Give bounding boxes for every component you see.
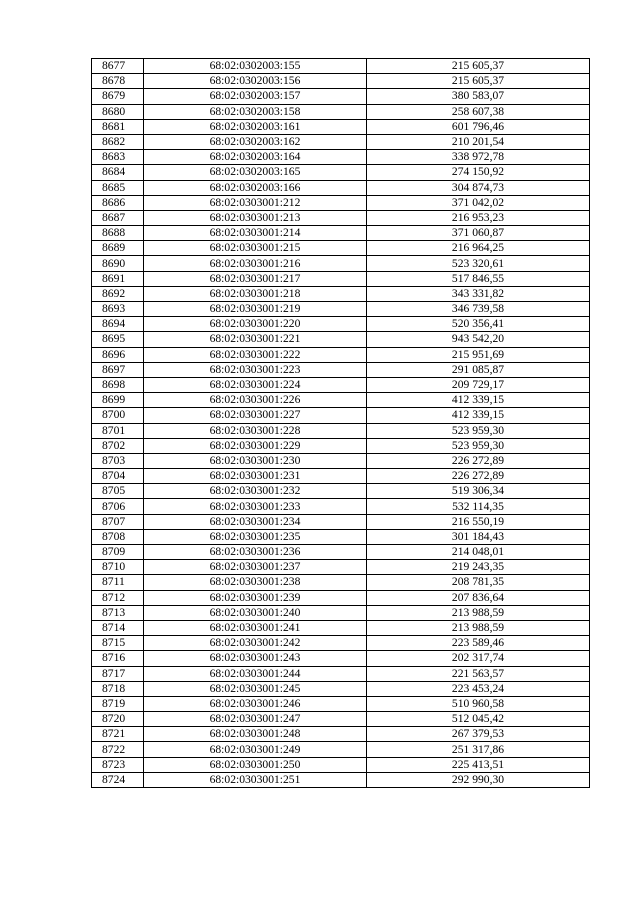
table-row bbox=[92, 362, 590, 377]
row-number-cell: 8681 bbox=[92, 119, 144, 134]
row-number-cell: 8722 bbox=[92, 742, 144, 757]
value-cell: 219 243,35 bbox=[367, 560, 590, 575]
row-number-cell: 8709 bbox=[92, 545, 144, 560]
row-number-cell: 8724 bbox=[92, 772, 144, 787]
table-row bbox=[92, 119, 590, 134]
cadastral-number-cell: 68:02:0303001:222 bbox=[144, 347, 367, 362]
cadastral-number-cell: 68:02:0303001:239 bbox=[144, 590, 367, 605]
table-row bbox=[92, 590, 590, 605]
cadastral-number-cell: 68:02:0303001:236 bbox=[144, 545, 367, 560]
row-number-cell: 8683 bbox=[92, 150, 144, 165]
cadastral-number-cell: 68:02:0303001:245 bbox=[144, 681, 367, 696]
table-row bbox=[92, 620, 590, 635]
row-number-cell: 8684 bbox=[92, 165, 144, 180]
cadastral-number-cell: 68:02:0303001:244 bbox=[144, 666, 367, 681]
cadastral-number-cell: 68:02:0303001:249 bbox=[144, 742, 367, 757]
cadastral-number-cell: 68:02:0302003:162 bbox=[144, 134, 367, 149]
cadastral-number-cell: 68:02:0303001:212 bbox=[144, 195, 367, 210]
cadastral-number-cell: 68:02:0303001:224 bbox=[144, 377, 367, 392]
cadastral-number-cell: 68:02:0303001:248 bbox=[144, 727, 367, 742]
row-number-cell: 8712 bbox=[92, 590, 144, 605]
table-row bbox=[92, 195, 590, 210]
value-cell: 338 972,78 bbox=[367, 150, 590, 165]
table-row bbox=[92, 651, 590, 666]
table-row bbox=[92, 256, 590, 271]
table-row bbox=[92, 59, 590, 74]
table-row bbox=[92, 545, 590, 560]
table-row bbox=[92, 89, 590, 104]
cadastral-number-cell: 68:02:0303001:237 bbox=[144, 560, 367, 575]
cadastral-number-cell: 68:02:0302003:155 bbox=[144, 59, 367, 74]
table-row bbox=[92, 165, 590, 180]
row-number-cell: 8719 bbox=[92, 696, 144, 711]
table-row bbox=[92, 666, 590, 681]
table-row bbox=[92, 286, 590, 301]
value-cell: 223 589,46 bbox=[367, 636, 590, 651]
row-number-cell: 8695 bbox=[92, 332, 144, 347]
row-number-cell: 8708 bbox=[92, 529, 144, 544]
cadastral-number-cell: 68:02:0303001:243 bbox=[144, 651, 367, 666]
value-cell: 380 583,07 bbox=[367, 89, 590, 104]
cadastral-number-cell: 68:02:0302003:156 bbox=[144, 74, 367, 89]
value-cell: 371 060,87 bbox=[367, 226, 590, 241]
table-row bbox=[92, 757, 590, 772]
value-cell: 510 960,58 bbox=[367, 696, 590, 711]
value-cell: 226 272,89 bbox=[367, 453, 590, 468]
value-cell: 412 339,15 bbox=[367, 393, 590, 408]
value-cell: 214 048,01 bbox=[367, 545, 590, 560]
cadastral-number-cell: 68:02:0303001:227 bbox=[144, 408, 367, 423]
row-number-cell: 8701 bbox=[92, 423, 144, 438]
row-number-cell: 8721 bbox=[92, 727, 144, 742]
row-number-cell: 8711 bbox=[92, 575, 144, 590]
table-row bbox=[92, 423, 590, 438]
cadastral-number-cell: 68:02:0303001:220 bbox=[144, 317, 367, 332]
value-cell: 532 114,35 bbox=[367, 499, 590, 514]
table-row bbox=[92, 514, 590, 529]
row-number-cell: 8685 bbox=[92, 180, 144, 195]
cadastral-number-cell: 68:02:0303001:215 bbox=[144, 241, 367, 256]
cadastral-number-cell: 68:02:0303001:251 bbox=[144, 772, 367, 787]
value-cell: 216 964,25 bbox=[367, 241, 590, 256]
value-cell: 213 988,59 bbox=[367, 605, 590, 620]
value-cell: 215 951,69 bbox=[367, 347, 590, 362]
value-cell: 519 306,34 bbox=[367, 484, 590, 499]
cadastral-number-cell: 68:02:0302003:166 bbox=[144, 180, 367, 195]
value-cell: 943 542,20 bbox=[367, 332, 590, 347]
cadastral-number-cell: 68:02:0303001:217 bbox=[144, 271, 367, 286]
cadastral-number-cell: 68:02:0302003:161 bbox=[144, 119, 367, 134]
row-number-cell: 8694 bbox=[92, 317, 144, 332]
table-row bbox=[92, 438, 590, 453]
table-row bbox=[92, 332, 590, 347]
value-cell: 209 729,17 bbox=[367, 377, 590, 392]
cadastral-number-cell: 68:02:0303001:238 bbox=[144, 575, 367, 590]
cadastral-number-cell: 68:02:0303001:226 bbox=[144, 393, 367, 408]
row-number-cell: 8723 bbox=[92, 757, 144, 772]
value-cell: 517 846,55 bbox=[367, 271, 590, 286]
value-cell: 267 379,53 bbox=[367, 727, 590, 742]
row-number-cell: 8689 bbox=[92, 241, 144, 256]
value-cell: 346 739,58 bbox=[367, 302, 590, 317]
value-cell: 523 959,30 bbox=[367, 438, 590, 453]
row-number-cell: 8707 bbox=[92, 514, 144, 529]
cadastral-value-table bbox=[91, 58, 590, 788]
value-cell: 304 874,73 bbox=[367, 180, 590, 195]
value-cell: 207 836,64 bbox=[367, 590, 590, 605]
row-number-cell: 8717 bbox=[92, 666, 144, 681]
value-cell: 301 184,43 bbox=[367, 529, 590, 544]
cadastral-number-cell: 68:02:0302003:164 bbox=[144, 150, 367, 165]
cadastral-number-cell: 68:02:0303001:231 bbox=[144, 469, 367, 484]
cadastral-number-cell: 68:02:0303001:218 bbox=[144, 286, 367, 301]
value-cell: 343 331,82 bbox=[367, 286, 590, 301]
table-row bbox=[92, 302, 590, 317]
table-row bbox=[92, 393, 590, 408]
row-number-cell: 8716 bbox=[92, 651, 144, 666]
value-cell: 512 045,42 bbox=[367, 712, 590, 727]
table-row bbox=[92, 529, 590, 544]
table-row bbox=[92, 150, 590, 165]
row-number-cell: 8682 bbox=[92, 134, 144, 149]
row-number-cell: 8714 bbox=[92, 620, 144, 635]
table-row bbox=[92, 636, 590, 651]
cadastral-number-cell: 68:02:0302003:157 bbox=[144, 89, 367, 104]
cadastral-number-cell: 68:02:0303001:246 bbox=[144, 696, 367, 711]
value-cell: 215 605,37 bbox=[367, 74, 590, 89]
value-cell: 291 085,87 bbox=[367, 362, 590, 377]
value-cell: 216 953,23 bbox=[367, 210, 590, 225]
table-row bbox=[92, 681, 590, 696]
value-cell: 208 781,35 bbox=[367, 575, 590, 590]
table-row bbox=[92, 134, 590, 149]
table-row bbox=[92, 347, 590, 362]
row-number-cell: 8679 bbox=[92, 89, 144, 104]
row-number-cell: 8720 bbox=[92, 712, 144, 727]
row-number-cell: 8713 bbox=[92, 605, 144, 620]
row-number-cell: 8690 bbox=[92, 256, 144, 271]
table-row bbox=[92, 317, 590, 332]
row-number-cell: 8693 bbox=[92, 302, 144, 317]
value-cell: 216 550,19 bbox=[367, 514, 590, 529]
row-number-cell: 8692 bbox=[92, 286, 144, 301]
value-cell: 274 150,92 bbox=[367, 165, 590, 180]
table-row bbox=[92, 727, 590, 742]
table-row bbox=[92, 74, 590, 89]
table-row bbox=[92, 210, 590, 225]
value-cell: 215 605,37 bbox=[367, 59, 590, 74]
cadastral-number-cell: 68:02:0303001:213 bbox=[144, 210, 367, 225]
value-cell: 226 272,89 bbox=[367, 469, 590, 484]
value-cell: 523 959,30 bbox=[367, 423, 590, 438]
table-row bbox=[92, 453, 590, 468]
table-row bbox=[92, 484, 590, 499]
table-row bbox=[92, 696, 590, 711]
value-cell: 412 339,15 bbox=[367, 408, 590, 423]
value-cell: 371 042,02 bbox=[367, 195, 590, 210]
row-number-cell: 8715 bbox=[92, 636, 144, 651]
row-number-cell: 8710 bbox=[92, 560, 144, 575]
cadastral-number-cell: 68:02:0303001:229 bbox=[144, 438, 367, 453]
table-row bbox=[92, 241, 590, 256]
row-number-cell: 8705 bbox=[92, 484, 144, 499]
table-row bbox=[92, 605, 590, 620]
row-number-cell: 8677 bbox=[92, 59, 144, 74]
row-number-cell: 8691 bbox=[92, 271, 144, 286]
value-cell: 223 453,24 bbox=[367, 681, 590, 696]
row-number-cell: 8686 bbox=[92, 195, 144, 210]
value-cell: 202 317,74 bbox=[367, 651, 590, 666]
table-row bbox=[92, 469, 590, 484]
row-number-cell: 8704 bbox=[92, 469, 144, 484]
value-cell: 258 607,38 bbox=[367, 104, 590, 119]
value-cell: 601 796,46 bbox=[367, 119, 590, 134]
row-number-cell: 8703 bbox=[92, 453, 144, 468]
value-cell: 251 317,86 bbox=[367, 742, 590, 757]
cadastral-number-cell: 68:02:0303001:240 bbox=[144, 605, 367, 620]
table-row bbox=[92, 271, 590, 286]
row-number-cell: 8698 bbox=[92, 377, 144, 392]
value-cell: 225 413,51 bbox=[367, 757, 590, 772]
table-row bbox=[92, 560, 590, 575]
value-cell: 213 988,59 bbox=[367, 620, 590, 635]
cadastral-number-cell: 68:02:0302003:158 bbox=[144, 104, 367, 119]
value-cell: 210 201,54 bbox=[367, 134, 590, 149]
table-row bbox=[92, 499, 590, 514]
row-number-cell: 8706 bbox=[92, 499, 144, 514]
cadastral-number-cell: 68:02:0302003:165 bbox=[144, 165, 367, 180]
row-number-cell: 8702 bbox=[92, 438, 144, 453]
table-row bbox=[92, 180, 590, 195]
table-row bbox=[92, 712, 590, 727]
cadastral-number-cell: 68:02:0303001:235 bbox=[144, 529, 367, 544]
row-number-cell: 8700 bbox=[92, 408, 144, 423]
cadastral-number-cell: 68:02:0303001:233 bbox=[144, 499, 367, 514]
table-row bbox=[92, 408, 590, 423]
table-row bbox=[92, 575, 590, 590]
cadastral-number-cell: 68:02:0303001:219 bbox=[144, 302, 367, 317]
cadastral-number-cell: 68:02:0303001:221 bbox=[144, 332, 367, 347]
value-cell: 523 320,61 bbox=[367, 256, 590, 271]
value-cell: 520 356,41 bbox=[367, 317, 590, 332]
cadastral-number-cell: 68:02:0303001:234 bbox=[144, 514, 367, 529]
row-number-cell: 8680 bbox=[92, 104, 144, 119]
cadastral-number-cell: 68:02:0303001:223 bbox=[144, 362, 367, 377]
table-body bbox=[92, 59, 590, 788]
row-number-cell: 8687 bbox=[92, 210, 144, 225]
cadastral-number-cell: 68:02:0303001:214 bbox=[144, 226, 367, 241]
table-row bbox=[92, 377, 590, 392]
value-cell: 292 990,30 bbox=[367, 772, 590, 787]
row-number-cell: 8699 bbox=[92, 393, 144, 408]
cadastral-number-cell: 68:02:0303001:242 bbox=[144, 636, 367, 651]
value-cell: 221 563,57 bbox=[367, 666, 590, 681]
cadastral-number-cell: 68:02:0303001:228 bbox=[144, 423, 367, 438]
row-number-cell: 8718 bbox=[92, 681, 144, 696]
row-number-cell: 8697 bbox=[92, 362, 144, 377]
table-row bbox=[92, 742, 590, 757]
cadastral-number-cell: 68:02:0303001:216 bbox=[144, 256, 367, 271]
cadastral-number-cell: 68:02:0303001:230 bbox=[144, 453, 367, 468]
row-number-cell: 8696 bbox=[92, 347, 144, 362]
table-row bbox=[92, 104, 590, 119]
table-row bbox=[92, 226, 590, 241]
row-number-cell: 8688 bbox=[92, 226, 144, 241]
cadastral-number-cell: 68:02:0303001:250 bbox=[144, 757, 367, 772]
row-number-cell: 8678 bbox=[92, 74, 144, 89]
cadastral-number-cell: 68:02:0303001:241 bbox=[144, 620, 367, 635]
table-row bbox=[92, 772, 590, 787]
cadastral-number-cell: 68:02:0303001:232 bbox=[144, 484, 367, 499]
cadastral-number-cell: 68:02:0303001:247 bbox=[144, 712, 367, 727]
